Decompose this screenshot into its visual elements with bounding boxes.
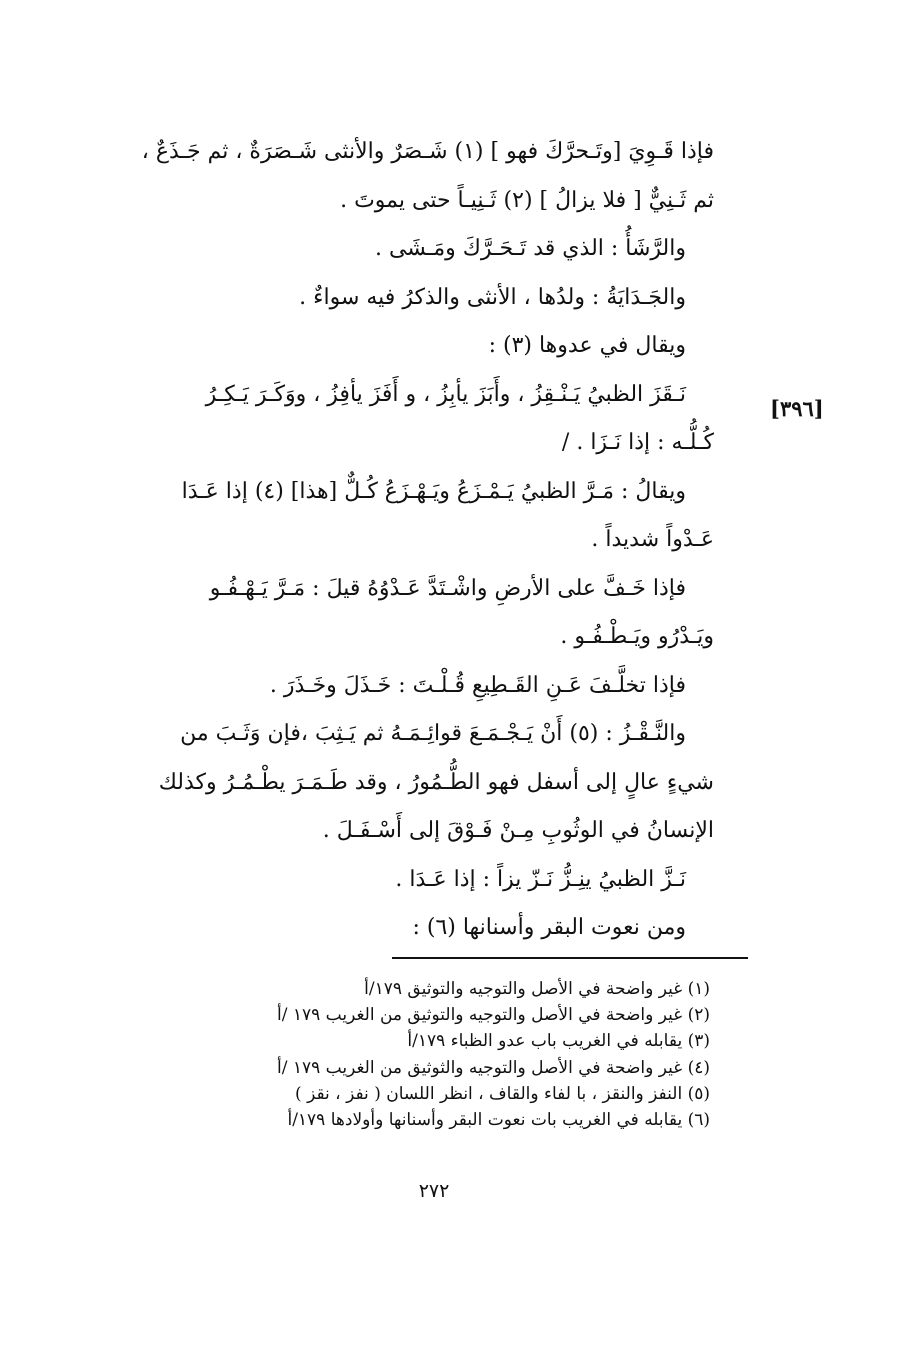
footnote: (٢) غير واضحة في الأصل والتوجيه والتوثيق من الغريب ١٧٩ /أ bbox=[277, 1005, 710, 1026]
text-line: شيءٍ عالٍ إلى أسفل فهو الطُّـمُورُ ، وقد طَـمَـرَ يطْـمُـرُ وكذلك bbox=[158, 769, 714, 795]
footnote: (٦) يقابله في الغريب بات نعوت البقر وأسنانها وأولادها ١٧٩/أ bbox=[287, 1110, 710, 1131]
footnote: (٥) النفز والنقز ، با لفاء والقاف ، انظر اللسان ( نفز ، نقز ) bbox=[295, 1083, 710, 1104]
footnote-divider bbox=[392, 957, 748, 959]
text-line: ويقالُ : مَـرَّ الظبيُ يَـمْـزَعُ ويَـهْـزَعُ كُـلٌّ [هذا] (٤) إذا عَـدَا bbox=[181, 478, 686, 504]
text-line: ثم ثَـنِيٌّ [ فلا يزالُ ] (٢) ثَـنِيـاً حتى يموتَ . bbox=[340, 187, 714, 213]
footnote: (٤) غير واضحة في الأصل والتوجيه والثوثيق من الغريب ١٧٩ /أ bbox=[277, 1057, 710, 1078]
page-number: ٢٧٢ bbox=[418, 1180, 450, 1202]
text-line: فإذا قَـوِيَ [وتَـحرَّكَ فهو ] (١) شَـصَرٌ والأنثى شَـصَرَةٌ ، ثم جَـذَعٌ ، bbox=[141, 139, 714, 164]
text-line: نَـزَّ الظبيُ ينِـزُّ نَـزّ يزاً : إذا عَـدَا . bbox=[395, 866, 686, 892]
text-line: ويَـدْرُو ويَـطْـفُـو . bbox=[560, 624, 714, 649]
text-line: الإنسانُ في الوثُوبِ مِـنْ فَـوْقَ إلى أَسْـفَـلَ . bbox=[322, 818, 714, 843]
text-line: ويقال في عدوها (٣) : bbox=[488, 333, 686, 358]
text-line: عَـدْواً شديداً . bbox=[591, 527, 714, 552]
text-line: ومن نعوت البقر وأسنانها (٦) : bbox=[412, 915, 686, 940]
text-line: والجَـدَايَةُ : ولدُها ، الأنثى والذكرُ فيه سواءٌ . bbox=[299, 284, 686, 310]
text-line: والنَّـقْـزُ : (٥) أَنْ يَـجْـمَـعَ قوائِـمَـهُ ثم يَـثِبَ ،فإن وَثَـبَ من bbox=[180, 721, 686, 746]
text-line: فإذا خَـفَّ على الأرضِ واشْـتَدَّ عَـدْوُهُ قيلَ : مَـرَّ يَـهْـفُـو bbox=[209, 575, 686, 601]
text-line: نَـقَزَ الظبيُ يَـنْـقِزُ ، وأَبَزَ يأبِزُ ، و أَفَزَ يأفِزُ ، ووَكَـرَ يَـكِـرُ bbox=[205, 381, 686, 407]
text-line: والرَّشَأُ : الذي قد تَـحَـرَّكَ ومَـشَى . bbox=[374, 236, 686, 261]
text-line: فإذا تخلَّـفَ عَـنِ القَـطِيعِ قُـلْـتَ : خَـذَلَ وخَـذَرَ . bbox=[269, 672, 686, 698]
footnotes bbox=[200, 976, 710, 1133]
marginal-folio-note: [٣٩٦] bbox=[770, 396, 824, 421]
footnote: (٣) يقابله في الغريب باب عدو الظباء ١٧٩/أ bbox=[407, 1031, 710, 1052]
footnote: (١) غير واضحة في الأصل والتوجيه والتوثيق ١٧٩/أ bbox=[364, 979, 710, 999]
text-line: كُـلُّـه : إذا نَـزَا . / bbox=[561, 430, 714, 455]
main-text bbox=[120, 128, 720, 953]
